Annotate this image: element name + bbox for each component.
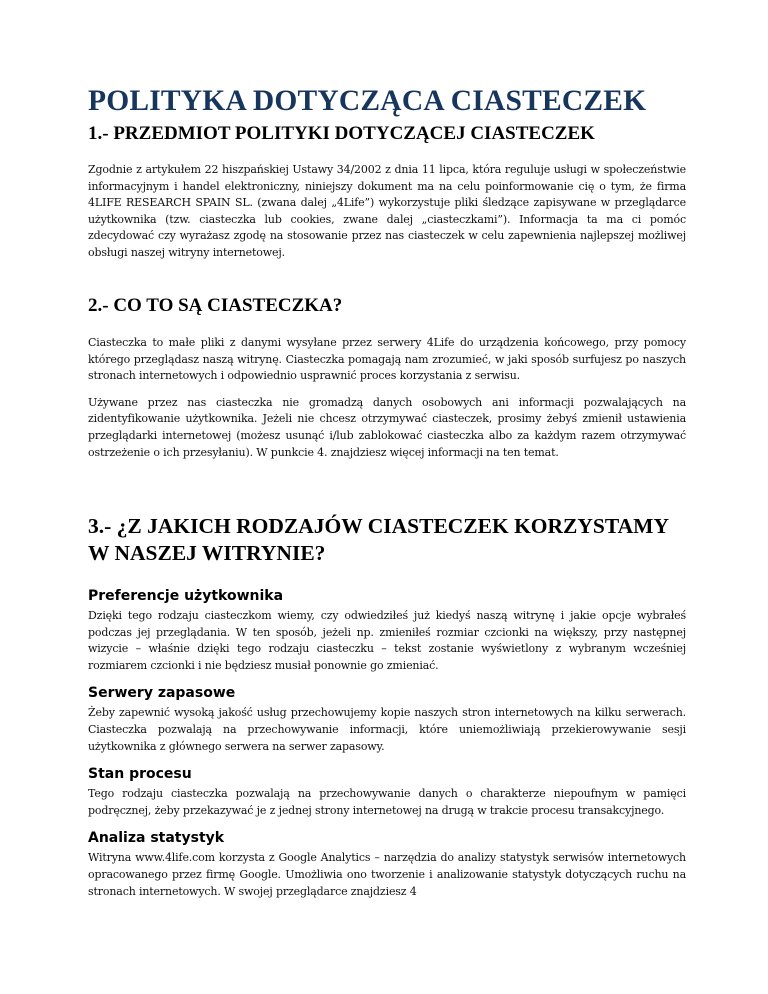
page-title: POLITYKA DOTYCZĄCA CIASTECZEK — [88, 85, 647, 117]
section-2-heading: 2.- CO TO SĄ CIASTECZKA? — [88, 295, 343, 316]
section-2 — [88, 294, 686, 461]
paragraph-user-preferences: Dzięki tego rodzaju ciasteczkom wiemy, czy odwiedziłeś już kiedyś naszą witrynę i jakie opcje wybrałeś podczas jej przeglądania. W ten sposób, jeżeli np. zmieniłeś rozmiar czcionki na większy, przy następnej wizycie – właśnie dzięki tego rodzaju ciasteczku – tekst zostanie wyświetlony z wybranym wcześniej rozmiarem czcionki i nie będziesz musiał ponownie go zmieniać. — [88, 609, 686, 672]
subheading-statistics: Analiza statystyk — [88, 830, 225, 847]
section-1 — [88, 122, 686, 262]
paragraph-backup-servers: Żeby zapewnić wysoką jakość usług przechowujemy kopie naszych stron internetowych na kilku serwerach. Ciasteczka pozwalają na przechowywanie informacji, które uniemożliwiają przekierowywanie sesji użytkownika z głównego serwera na serwer zapasowy. — [88, 706, 686, 753]
section-1-paragraph: Zgodnie z artykułem 22 hiszpańskiej Ustawy 34/2002 z dnia 11 lipca, która reguluje usługi w społeczeństwie informacyjnym i handel elektroniczny, niniejszy dokument ma na celu poinformowanie cię o tym, że firma 4LIFE RESEARCH SPAIN SL. (zwana dalej „4Life”) wykorzystuje pliki śledzące zapisywane w przeglądarce użytkownika (tzw. ciasteczka lub cookies, zwane dalej „ciasteczkami”). Informacja ta ma ci pomóc zdecydować czy wyrażasz zgodę na stosowanie przez nas ciasteczek w celu zapewnienia najlepszej możliwej obsługi naszej witryny internetowej. — [88, 163, 686, 259]
subheading-process-state: Stan procesu — [88, 766, 192, 783]
section-2-paragraph-2: Używane przez nas ciasteczka nie gromadzą danych osobowych ani informacji pozwalających na zidentyfikowanie użytkownika. Jeżeli nie chcesz otrzymywać ciasteczek, prosimy żebyś zmienił ustawienia przeglądarki internetowej (możesz usunąć i/lub zablokować ciasteczka albo za każdym razem otrzymywać ostrzeżenie o ich przesyłaniu). W punkcie 4. znajdziesz więcej informacji na ten temat. — [88, 395, 686, 459]
subheading-user-preferences: Preferencje użytkownika — [88, 588, 284, 604]
subheading-backup-servers: Serwery zapasowe — [88, 685, 236, 702]
document-page — [88, 84, 686, 898]
section-2-paragraph-1: Ciasteczka to małe pliki z danymi wysyłane przez serwery 4Life do urządzenia końcowego, przy pomocy którego przeglądasz naszą witrynę. Ciasteczka pomagają nam zrozumieć, w jaki sposób surfujesz po naszych stronach internetowych i odpowiednio usprawnić proces korzystania z serwisu. — [88, 336, 686, 383]
section-1-heading: 1.- PRZEDMIOT POLITYKI DOTYCZĄCEJ CIASTECZEK — [88, 123, 595, 144]
section-3 — [88, 513, 686, 900]
section-3-heading: 3.- ¿Z JAKICH RODZAJÓW CIASTECZEK KORZYSTAMY W NASZEJ WITRYNIE? — [88, 514, 669, 565]
paragraph-process-state: Tego rodzaju ciasteczka pozwalają na przechowywanie danych o charakterze niepoufnym w pamięci podręcznej, żeby przekazywać je z jednej strony internetowej na drugą w trakcie procesu transakcyjnego. — [88, 787, 686, 817]
paragraph-statistics: Witryna www.4life.com korzysta z Google Analytics – narzędzia do analizy statystyk serwisów internetowych opracowanego przez firmę Google. Umożliwia ono tworzenie i analizowanie statystyk dotyczących ruchu na stronach internetowych. W swojej przeglądarce znajdziesz 4 — [88, 851, 686, 898]
